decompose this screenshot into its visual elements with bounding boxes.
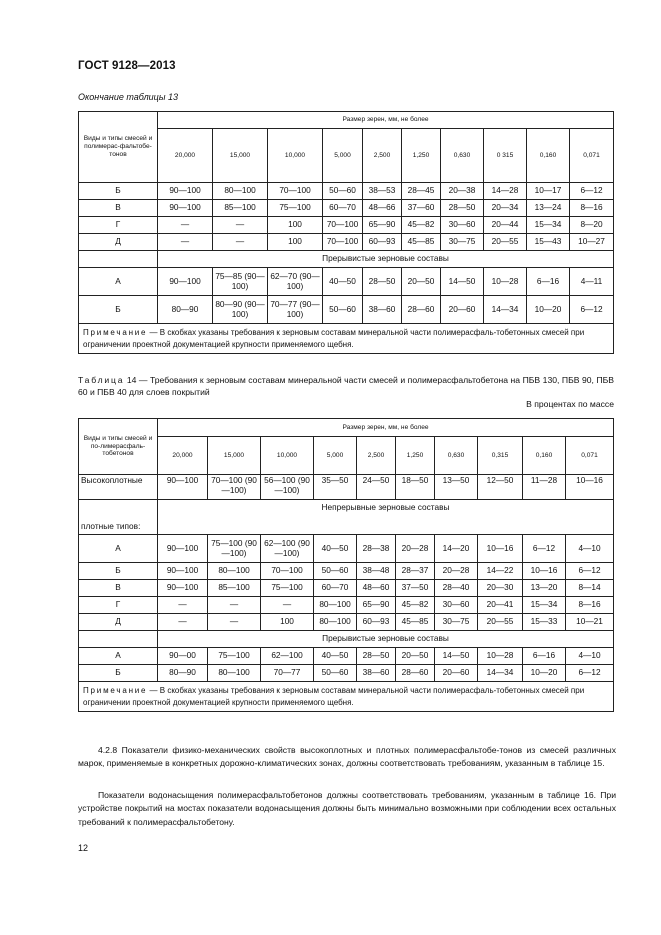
table-cell: 6—12 [570,183,614,200]
row-label: В [79,580,158,597]
table-cell: 45—82 [402,217,441,234]
table-cell: 70—100 [268,183,323,200]
table-cell: 12—50 [478,475,523,500]
table-cell: 20—60 [441,296,484,324]
row-label: Д [79,234,158,251]
table-cell: 20—30 [478,580,523,597]
table-row [79,475,614,500]
table14-caption-label: Таблица [78,375,125,385]
table-row [79,234,614,251]
table-cell: 14—34 [478,665,523,682]
table-row [79,597,614,614]
table-cell: 10—28 [484,268,527,296]
table-cell: 20—38 [441,183,484,200]
table-cell: 14—34 [484,296,527,324]
table13-section-discontinuous: Прерывистые зерновые составы [158,251,614,268]
paragraph-water-saturation: Показатели водонасыщения полимерасфальтобетонов должны соответствовать требованиям, указанным в таблице 16. При устройстве покрытий на мостах показатели водонасыщения должны быть минимально возможными при соблюдении всех остальных требований к полимерасфальтобетону. [78,790,616,827]
table-cell: 28—50 [441,200,484,217]
table13-size-header: 0 315 [484,129,527,183]
table-row [79,200,614,217]
table13-size-header: 10,000 [268,129,323,183]
table-cell: 50—60 [314,563,357,580]
table-cell: 14—28 [484,183,527,200]
table-cell: 14—20 [435,535,478,563]
table-cell: 48—60 [357,580,396,597]
table13-size-header: 1,250 [402,129,441,183]
row-label: Б [79,563,158,580]
table-cell: 14—50 [441,268,484,296]
table-cell: 37—60 [402,200,441,217]
table-cell: 90—100 [158,183,213,200]
table-cell: 28—50 [357,648,396,665]
table-cell: 20—28 [435,563,478,580]
note-text: — В скобках указаны требования к зерновым составам минеральной части полимерасфаль-тобетонных смесей при ограничении проектной документацией крупности применяемого щебня. [83,686,585,707]
table-cell: 28—45 [402,183,441,200]
table-cell: 85—100 [213,200,268,217]
table-cell: 62—70 (90—100) [268,268,323,296]
table13-size-header: 0,071 [570,129,614,183]
table-cell: 10—20 [523,665,566,682]
table-cell: 60—70 [314,580,357,597]
table-cell: 28—60 [396,665,435,682]
row-label: Д [79,614,158,631]
table13-size-header: 2,500 [363,129,402,183]
table-cell: 48—66 [363,200,402,217]
row-label: В [79,200,158,217]
row-label: Б [79,183,158,200]
table-cell: — [158,614,208,631]
table-cell: 100 [268,217,323,234]
table14-size-header: 0,160 [523,437,566,475]
note-label: Примечание [83,328,148,337]
row-label: А [79,268,158,296]
table-cell: 10—20 [527,296,570,324]
table-13 [78,111,614,354]
table-cell: 30—75 [441,234,484,251]
table14-section-continuous: Непрерывные зерновые составы [158,500,614,517]
table-cell: 70—100 [261,563,314,580]
table-cell: 80—90 [158,296,213,324]
table-cell: 50—60 [314,665,357,682]
table13-size-header: 15,000 [213,129,268,183]
table-cell: 4—11 [570,268,614,296]
table14-size-header: 0,630 [435,437,478,475]
table-cell: 28—37 [396,563,435,580]
table-cell: 30—75 [435,614,478,631]
row-label: А [79,535,158,563]
table-cell: 90—100 [158,200,213,217]
table-cell: 10—16 [523,563,566,580]
table-cell: 80—90 (90—100) [213,296,268,324]
table-cell: 37—50 [396,580,435,597]
table-cell: 10—21 [566,614,614,631]
table-row [79,648,614,665]
table-cell: 10—28 [478,648,523,665]
table14-note [79,682,614,712]
table14-size-header: 15,000 [208,437,261,475]
table-cell: 20—34 [484,200,527,217]
table-cell: 4—10 [566,535,614,563]
row-label: Б [79,296,158,324]
table-cell: 90—00 [158,648,208,665]
table-cell: 24—50 [357,475,396,500]
page-number: 12 [78,843,89,853]
table-cell: 56—100 (90—100) [261,475,314,500]
table-cell: 20—55 [484,234,527,251]
table-cell: 100 [268,234,323,251]
table-row [79,268,614,296]
table14-size-header: 2,500 [357,437,396,475]
table-cell: 35—50 [314,475,357,500]
table-cell: 45—85 [402,234,441,251]
row-label: Г [79,597,158,614]
table-cell: 75—100 [208,648,261,665]
table13-size-header: 20,000 [158,129,213,183]
table-cell: 50—60 [323,183,363,200]
table-row [79,563,614,580]
table14-size-header: 0,315 [478,437,523,475]
table-cell: 65—90 [357,597,396,614]
table-cell: 40—50 [323,268,363,296]
table-cell: 40—50 [314,648,357,665]
table-cell: 28—60 [402,296,441,324]
table-cell: 50—60 [323,296,363,324]
table-cell: 75—100 [261,580,314,597]
table-cell: 60—93 [363,234,402,251]
table-row [79,535,614,563]
table-cell: 6—16 [527,268,570,296]
table-cell: 70—100 (90—100) [208,475,261,500]
table-cell: 8—16 [570,200,614,217]
table-cell: 15—34 [527,217,570,234]
table-cell: 6—12 [523,535,566,563]
table-cell: 80—100 [314,614,357,631]
table14-group-label: плотные типов: [79,500,158,535]
table-cell: — [261,597,314,614]
table-cell: 80—100 [208,563,261,580]
table-cell: 10—17 [527,183,570,200]
table-cell: 20—50 [396,648,435,665]
table-cell: 70—100 [323,217,363,234]
table-cell: 70—77 [261,665,314,682]
row-label: А [79,648,158,665]
table14-size-header: 0,071 [566,437,614,475]
table-cell: — [158,217,213,234]
table-cell: 38—53 [363,183,402,200]
table14-size-header: 20,000 [158,437,208,475]
table-cell: — [213,234,268,251]
table-cell: 15—43 [527,234,570,251]
table-cell: 13—20 [523,580,566,597]
table-cell: 30—60 [435,597,478,614]
table-cell: 38—48 [357,563,396,580]
table-cell: 14—50 [435,648,478,665]
table-cell: 4—10 [566,648,614,665]
table-row [79,665,614,682]
table-cell: 6—12 [566,563,614,580]
table-cell: 13—50 [435,475,478,500]
table-cell: 80—100 [208,665,261,682]
row-label: Г [79,217,158,234]
note-text: — В скобках указаны требования к зерновым составам минеральной части полимерасфаль-тобетонных смесей при ограничении проектной документацией крупности применяемого щебня. [83,328,585,349]
table13-size-header: 5,000 [323,129,363,183]
table-cell: 90—100 [158,268,213,296]
note-label: Примечание [83,686,148,695]
table13-size-header: 0,160 [527,129,570,183]
table14-section-discontinuous: Прерывистые зерновые составы [158,631,614,648]
table-14 [78,418,614,712]
table-cell: 20—28 [396,535,435,563]
table-cell: 80—100 [213,183,268,200]
row-label: Высокоплотные [79,475,158,500]
row-label: Б [79,665,158,682]
table-cell: 80—90 [158,665,208,682]
table13-header-grain-size: Размер зерен, мм, не более [158,112,614,129]
table-cell: 75—100 [268,200,323,217]
table-cell: 45—85 [396,614,435,631]
table-cell: 13—24 [527,200,570,217]
table-cell: 20—41 [478,597,523,614]
table-cell: 6—12 [566,665,614,682]
table-cell: 28—50 [363,268,402,296]
table-cell: 70—100 [323,234,363,251]
table-cell: 60—70 [323,200,363,217]
table-cell: 62—100 (90—100) [261,535,314,563]
table14-size-header: 5,000 [314,437,357,475]
paragraph-4-2-8: 4.2.8 Показатели физико-механических свойств высокоплотных и плотных полимерасфальтобе-тонов из смесей различных марок, применяемые в конкретных дорожно-климатических зонах, должны соответствовать требованиям, указанным в таблице 15. [78,745,616,769]
table-cell: 100 [261,614,314,631]
table-cell: — [158,597,208,614]
table-cell: 90—100 [158,580,208,597]
table14-size-header: 1,250 [396,437,435,475]
table13-note [79,324,614,354]
table14-size-header: 10,000 [261,437,314,475]
table-cell: 15—34 [523,597,566,614]
table-cell: 10—16 [478,535,523,563]
table-cell: 90—100 [158,535,208,563]
table-cell: 10—27 [570,234,614,251]
table-cell: 65—90 [363,217,402,234]
table-cell: 28—38 [357,535,396,563]
table-cell: 70—77 (90—100) [268,296,323,324]
table-cell: 30—60 [441,217,484,234]
table14-unit-note: В процентах по массе [526,399,614,409]
table-cell: — [208,597,261,614]
table-cell: 15—33 [523,614,566,631]
table-cell: 20—60 [435,665,478,682]
table13-header-type: Виды и типы смесей и полимерас-фальтобе-тонов [79,112,158,183]
table-cell: 28—40 [435,580,478,597]
table-cell: — [213,217,268,234]
table-cell: 40—50 [314,535,357,563]
table14-caption [78,374,614,398]
table-cell: 8—20 [570,217,614,234]
table-cell: 10—16 [566,475,614,500]
table-cell: — [158,234,213,251]
table-cell: 62—100 [261,648,314,665]
table-cell: 6—16 [523,648,566,665]
table13-continuation-label: Окончание таблицы 13 [78,92,178,102]
table-cell: 45—82 [396,597,435,614]
table-cell: 75—100 (90—100) [208,535,261,563]
table-cell: 20—44 [484,217,527,234]
table-cell: 38—60 [363,296,402,324]
table-cell: — [208,614,261,631]
table-row [79,296,614,324]
table-cell: 18—50 [396,475,435,500]
table-row [79,580,614,597]
table-cell: 75—85 (90—100) [213,268,268,296]
table-row [79,217,614,234]
table14-caption-text: 14 — Требования к зерновым составам минеральной части смесей и полимерасфальтобетона на ПБВ 130, ПБВ 90, ПБВ 60 и ПБВ 40 для слоев покрытий [78,375,614,398]
table-cell: 85—100 [208,580,261,597]
table-cell: 8—16 [566,597,614,614]
table-cell: 20—55 [478,614,523,631]
table-cell: 60—93 [357,614,396,631]
table-cell: 6—12 [570,296,614,324]
table-row [79,614,614,631]
table-cell: 90—100 [158,475,208,500]
table-cell: 38—60 [357,665,396,682]
table-cell: 8—14 [566,580,614,597]
table-cell: 11—28 [523,475,566,500]
table-cell: 14—22 [478,563,523,580]
table-cell: 20—50 [402,268,441,296]
table-cell: 80—100 [314,597,357,614]
table13-size-header: 0,630 [441,129,484,183]
table-row [79,183,614,200]
document-title: ГОСТ 9128—2013 [78,60,176,72]
table14-header-grain-size: Размер зерен, мм, не более [158,419,614,437]
table14-header-type: Виды и типы смесей и по-лимерасфаль-тобетонов [79,419,158,475]
table-cell: 90—100 [158,563,208,580]
